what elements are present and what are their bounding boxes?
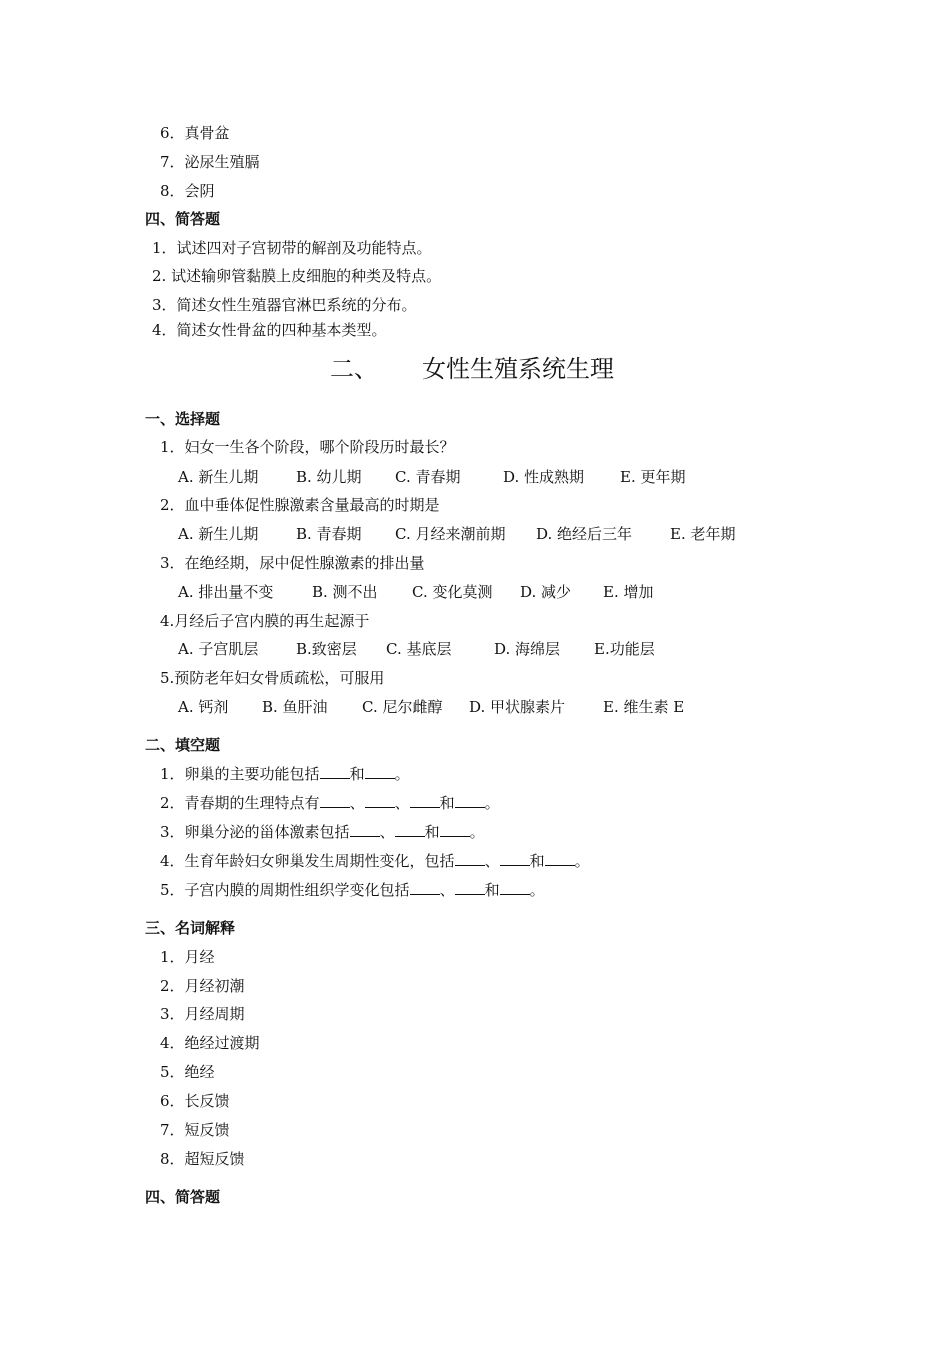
short-answer-item: 1．试述四对子宫韧带的解剖及功能特点。	[152, 239, 432, 257]
short-answer-item: 3．简述女性生殖器官淋巴系统的分布。	[152, 296, 417, 314]
definition-item: 3．月经周期	[160, 1005, 245, 1023]
blank-line[interactable]	[500, 880, 530, 895]
blank-line[interactable]	[455, 851, 485, 866]
definition-item: 7．短反馈	[160, 1121, 230, 1139]
blank-line[interactable]	[365, 764, 395, 779]
definition-item: 4．绝经过渡期	[160, 1034, 260, 1052]
fill-item: 5．子宫内膜的周期性组织学变化包括 、 和 。	[160, 881, 545, 899]
blank-line[interactable]	[455, 880, 485, 895]
option: A. 新生儿期	[178, 468, 259, 486]
chapter-number: 二、	[330, 355, 378, 383]
section-heading-definitions: 三、名词解释	[145, 919, 236, 937]
option: E. 老年期	[670, 525, 736, 543]
option: C. 月经来潮前期	[395, 525, 506, 543]
definition-item: 2．月经初潮	[160, 977, 245, 995]
short-answer-item: 2. 试述输卵管黏膜上皮细胞的种类及特点。	[152, 267, 442, 285]
option: D. 海绵层	[494, 640, 561, 658]
option: D. 性成熟期	[503, 468, 585, 486]
section-heading-fill: 二、填空题	[145, 736, 221, 754]
section-heading-short-answer: 四、简答题	[145, 1188, 221, 1206]
option: D. 减少	[520, 583, 572, 601]
blank-line[interactable]	[320, 793, 350, 808]
option: E.功能层	[594, 640, 655, 658]
question-stem: 2．血中垂体促性腺激素含量最高的时期是	[160, 496, 440, 514]
definition-item: 6．长反馈	[160, 1092, 230, 1110]
option: B. 鱼肝油	[262, 698, 328, 716]
blank-line[interactable]	[410, 880, 440, 895]
option: B. 幼儿期	[296, 468, 362, 486]
fill-item: 3．卵巢分泌的甾体激素包括 、 和 。	[160, 823, 485, 841]
option: C. 变化莫测	[412, 583, 493, 601]
blank-line[interactable]	[545, 851, 575, 866]
definition-item: 7．泌尿生殖膈	[160, 153, 260, 171]
definition-item: 8．超短反馈	[160, 1150, 245, 1168]
option: C. 基底层	[386, 640, 452, 658]
blank-line[interactable]	[455, 793, 485, 808]
option: E. 增加	[603, 583, 654, 601]
blank-line[interactable]	[410, 793, 440, 808]
option: D. 甲状腺素片	[469, 698, 566, 716]
section-heading-short-answer: 四、简答题	[145, 210, 221, 228]
definition-item: 5．绝经	[160, 1063, 215, 1081]
blank-line[interactable]	[440, 822, 470, 837]
section-heading-mcq: 一、选择题	[145, 410, 221, 428]
question-options	[178, 582, 878, 602]
option: A. 排出量不变	[178, 583, 274, 601]
blank-line[interactable]	[350, 822, 380, 837]
question-options	[178, 639, 878, 659]
question-options	[178, 697, 878, 717]
question-options	[178, 467, 878, 487]
option: A. 子宫肌层	[178, 640, 259, 658]
question-stem: 1．妇女一生各个阶段，哪个阶段历时最长？	[160, 438, 455, 456]
option: E. 更年期	[620, 468, 686, 486]
blank-line[interactable]	[320, 764, 350, 779]
fill-item: 1．卵巢的主要功能包括 和 。	[160, 765, 410, 783]
fill-item: 2．青春期的生理特点有 、 、 和 。	[160, 794, 500, 812]
chapter-name: 女性生殖系统生理	[422, 355, 614, 383]
question-stem: 3．在绝经期，尿中促性腺激素的排出量	[160, 554, 425, 572]
option: A. 钙剂	[178, 698, 229, 716]
option: B. 测不出	[312, 583, 378, 601]
option: A. 新生儿期	[178, 525, 259, 543]
question-stem: 5.预防老年妇女骨质疏松，可服用	[160, 669, 385, 687]
option: B.致密层	[296, 640, 357, 658]
option: C. 尼尔雌醇	[362, 698, 443, 716]
fill-item: 4．生育年龄妇女卵巢发生周期性变化，包括 、 和 。	[160, 852, 590, 870]
blank-line[interactable]	[395, 822, 425, 837]
question-stem: 4.月经后子宫内膜的再生起源于	[160, 612, 370, 630]
blank-line[interactable]	[500, 851, 530, 866]
option: B. 青春期	[296, 525, 362, 543]
option: D. 绝经后三年	[536, 525, 633, 543]
definition-item: 1．月经	[160, 948, 215, 966]
option: C. 青春期	[395, 468, 461, 486]
blank-line[interactable]	[365, 793, 395, 808]
definition-item: 8．会阴	[160, 182, 215, 200]
definition-item: 6．真骨盆	[160, 124, 230, 142]
question-options	[178, 524, 878, 544]
option: E. 维生素 E	[603, 698, 685, 716]
short-answer-item: 4．简述女性骨盆的四种基本类型。	[152, 321, 387, 339]
